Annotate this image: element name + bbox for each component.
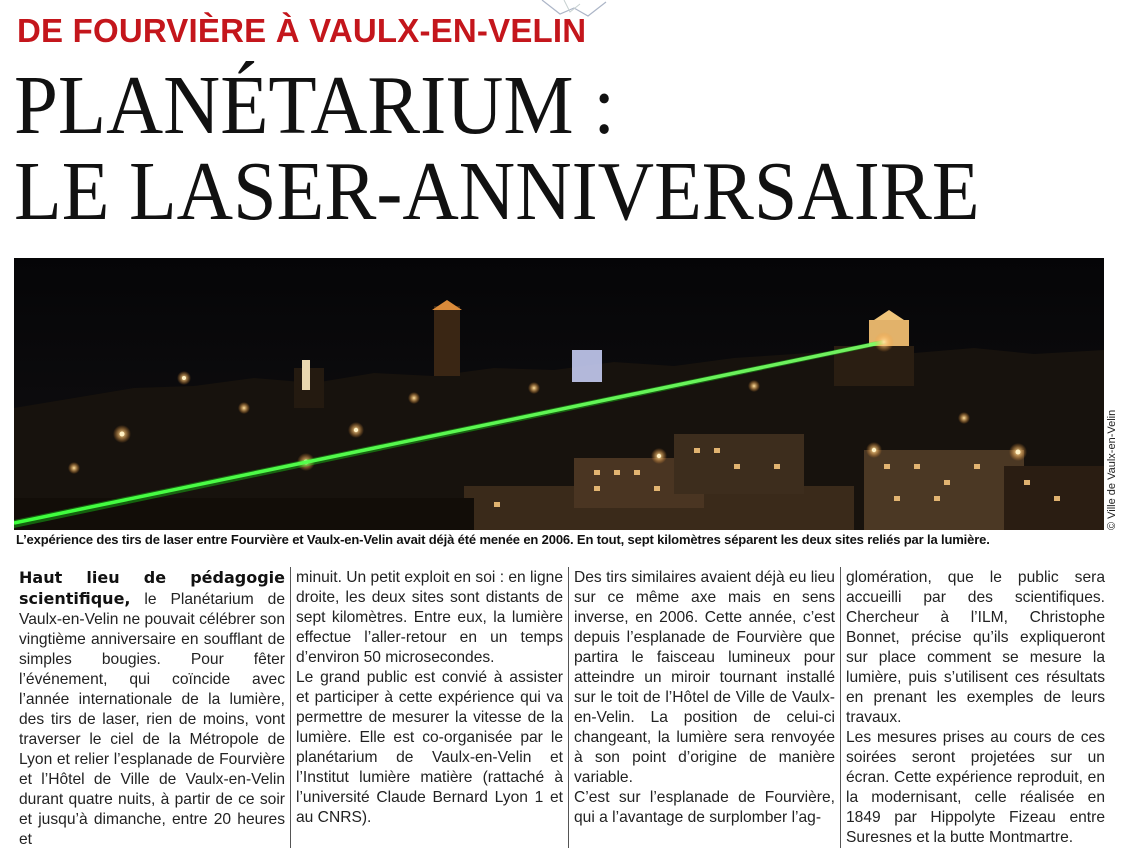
- paragraph: Le grand public est convié à assister et participer à cette expérience qui va permettre de mesurer la vitesse de la lumière. Elle est co-organisée par le planétarium de Vaulx-en-Velin et l’Institut lumière matière (rattaché à l’université Claude Bernard Lyon 1 et au CNRS).: [296, 669, 563, 826]
- laser-night-photo: [14, 258, 1104, 530]
- paragraph: glomération, que le public sera accueilli par des scientifiques. Chercheur à l’ILM, Christophe Bonnet, précise qu’ils expliqueront sur place comment se mesure la lumière, puis s’utilisent ces résultats en prenant les exemples de leurs travaux.: [846, 569, 1105, 726]
- paragraph: Les mesures prises au cours de ces soirées seront projetées sur un écran. Cette expérience reproduit, en la modernisant, celle réalisée en 1849 par Hippolyte Fizeau entre Suresnes et la butte Montmartre.: [846, 729, 1105, 846]
- paragraph: Des tirs similaires avaient déjà eu lieu sur ce même axe mais en sens inverse, en 2006. Cette année, c’est depuis l’esplanade de Fourvière que partira le faisceau lumineux pour atteindre un miroir tournant installé sur le toit de l’Hôtel de Ville de Vaulx-en-Velin. La position de celui-ci changeant, la lumière sera renvoyée à son point d’origine de manière variable.: [574, 569, 835, 786]
- headline-line-2: LE LASER-ANNIVERSAIRE: [14, 145, 980, 238]
- paragraph: minuit. Un petit exploit en soi : en ligne droite, les deux sites sont distants de sept kilomètres. Entre eux, la lumière effectue l’aller-retour en un temps d’environ 50 microsecondes.: [296, 569, 563, 666]
- photo-caption: L’expérience des tirs de laser entre Fourvière et Vaulx-en-Velin avait déjà été menée en 2006. En tout, sept kilomètres séparent les deux sites reliés par la lumière.: [16, 532, 990, 547]
- body-text-col1: le Planétarium de Vaulx-en-Velin ne pouvait célébrer son vingtième anniversaire en soufflant de simples bougies. Pour fêter l’événement, qui coïncide avec l’année internationale de la lumière, des tirs de laser, rien de moins, vont traverser le ciel de la Métropole de Lyon et relier l’esplanade de Fourvière et l’Hôtel de Ville de Vaulx-en-Velin durant quatre nuits, à partir de ce soir et jusqu’à dimanche, entre 20 heures et: [19, 591, 285, 848]
- article-body: [14, 567, 1110, 848]
- body-column-1: [14, 567, 290, 848]
- body-column-2: [290, 567, 568, 848]
- body-column-3: [568, 567, 840, 848]
- article-kicker: DE FOURVIÈRE À VAULX-EN-VELIN: [17, 12, 587, 49]
- lead-in: Haut lieu de pédagogie scientifique,: [19, 568, 285, 608]
- paragraph: C’est sur l’esplanade de Fourvière, qui a l’avantage de surplomber l’ag-: [574, 789, 835, 826]
- headline-line-1: PLANÉTARIUM :: [14, 59, 616, 152]
- body-column-4: [840, 567, 1110, 848]
